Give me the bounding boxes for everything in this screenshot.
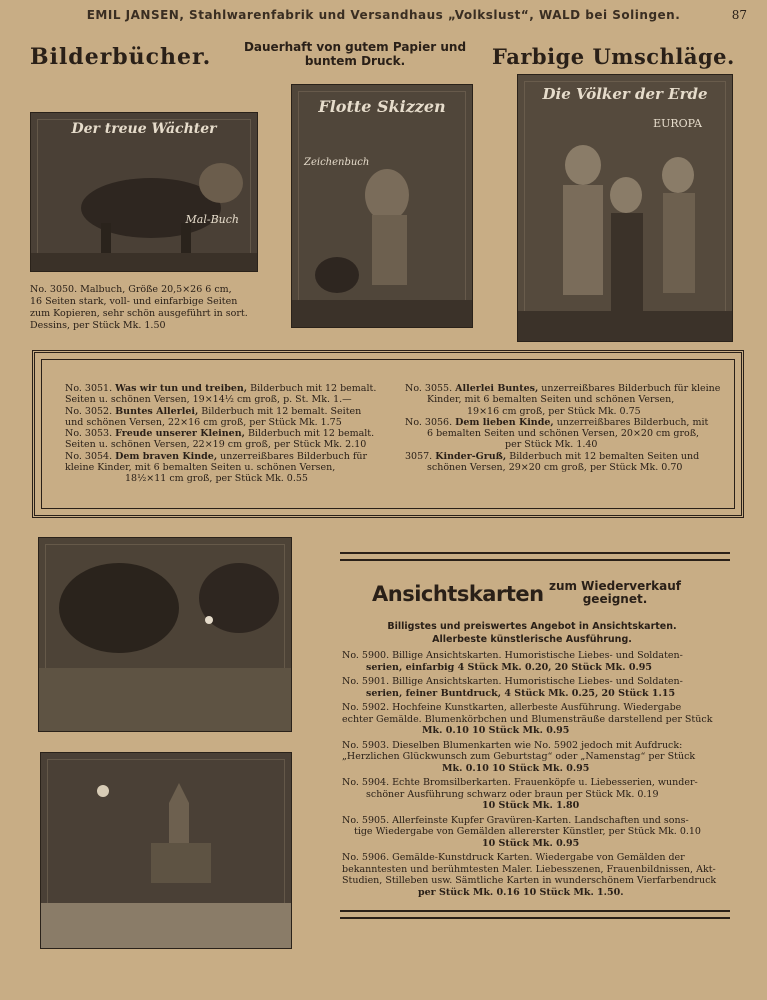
- list-item: No. 5904. Echte Bromsilberkarten. Frauenköpfe u. Liebesserien, wunder- schöner Ausführung schwarz oder braun per Stück Mk. 0.19 10 Stück Mk. 1.80: [342, 777, 698, 811]
- night-landscape-illustration: [39, 538, 291, 731]
- page-header: EMIL JANSEN, Stahlwarenfabrik und Versandhaus „Volkslust“, WALD bei Solingen.: [86, 8, 681, 22]
- cover-sub-people: EUROPA: [653, 117, 702, 130]
- caption-line: 16 Seiten stark, voll- und einfarbige Seiten: [30, 296, 238, 307]
- cover-sub-sketch: Zeichenbuch: [304, 157, 370, 168]
- list-item: No. 3052. Buntes Allerlei, Bilderbuch mit 12 bemalt. Seiten und schönen Versen, 22×16 cm groß, per Stück Mk. 1.75: [65, 405, 362, 428]
- caption-line: Dessins, per Stück Mk. 1.50: [30, 320, 166, 331]
- cover-title-sketch: Flotte Skizzen: [318, 97, 446, 116]
- list-item: No. 5903. Dieselben Blumenkarten wie No. 5902 jedoch mit Aufdruck: „Herzlichen Glückwunsch zum Geburtstag“ oder „Namenstag“ per Stück Mk. 0.10 10 Stück Mk. 0.95: [342, 739, 696, 774]
- postcard-landscape-image: [38, 537, 292, 732]
- list-item: No. 5900. Billige Ansichtskarten. Humoristische Liebes- und Soldaten- serien, einfarbig 4 Stück Mk. 0.20, 20 Stück Mk. 0.95: [342, 650, 683, 673]
- list-item: No. 5902. Hochfeine Kunstkarten, allerbeste Ausführung. Wiedergabe echter Gemälde. Blumenkörbchen und Blumensträuße darstellend per Stück Mk. 0.10 10 Stück Mk. 0.95: [342, 702, 713, 736]
- postcard-church-image: [40, 752, 292, 949]
- book-cover-sketch-image: [291, 84, 473, 328]
- list-item: No. 5905. Allerfeinste Kupfer Gravüren-Karten. Landschaften und sons- tige Wiedergabe von Gemälden allererster Künstler, per Stück Mk. 0.10 10 Stück Mk. 0.95: [342, 814, 701, 849]
- separator-bottom: [340, 910, 730, 919]
- book-cover-dog-image: [30, 112, 258, 272]
- winter-church-illustration: [41, 753, 291, 948]
- caption-line: zum Kopieren, sehr schön ausgeführt in sort.: [30, 308, 248, 319]
- list-item: No. 5906. Gemälde-Kunstdruck Karten. Wiedergabe von Gemälden der bekanntesten und berühmtesten Maler. Liebesszenen, Frauenbildnissen, Akt- Studien, Stilleben usw. Sämtliche Karten in wunderschönem Vierfarbendruck per Stück Mk. 0.16 10 Stück Mk. 1.50.: [342, 852, 717, 898]
- subtitle-line-1: Dauerhaft von gutem Papier und: [243, 40, 467, 54]
- book-list-box: [32, 350, 744, 518]
- section-title-bilderbuecher: Bilderbücher.: [30, 44, 212, 70]
- cover-title-people: Die Völker der Erde: [542, 85, 708, 103]
- cover-sub-dog: Mal-Buch: [185, 213, 239, 226]
- list-item: No. 3055. Allerlei Buntes, unzerreißbares Bilderbuch für kleine Kinder, mit 6 bemalten Seiten und schönen Versen, 19×16 cm groß, per Stück Mk. 0.75: [405, 383, 721, 417]
- ansichtskarten-subtitle: zum Wiederverkauf geeignet.: [548, 579, 682, 606]
- list-item: 3057. Kinder-Gruß, Bilderbuch mit 12 bemalten Seiten und schönen Versen, 29×20 cm groß, per Stück Mk. 0.70: [405, 450, 700, 474]
- book-list-right-column: [405, 383, 735, 473]
- list-item: No. 3054. Dem braven Kinde, unzerreißbares Bilderbuch für kleine Kinder, mit 6 bemalten Seiten u. schönen Versen, 18½×11 cm groß, per Stück Mk. 0.55: [65, 450, 368, 485]
- caption-line: No. 3050. Malbuch, Größe 20,5×26 6 cm,: [30, 284, 232, 295]
- book-cover-people-image: [517, 74, 733, 342]
- ansichtskarten-list: [342, 650, 728, 901]
- list-item: No. 3051. Was wir tun und treiben, Bilderbuch mit 12 bemalt. Seiten u. schönen Versen, 19×14½ cm groß, p. St. Mk. 1.—: [65, 383, 377, 406]
- section-subtitle: [230, 40, 480, 68]
- list-item: No. 3056. Dem lieben Kinde, unzerreißbares Bilderbuch, mit 6 bemalten Seiten und schönen Versen, 20×20 cm groß, per Stück Mk. 1.40: [405, 416, 709, 451]
- section-title-umschlaege: Farbige Umschläge.: [492, 44, 735, 69]
- ansichtskarten-intro: Billigstes und preiswertes Angebot in Ansichtskarten. Allerbeste künstlerische Ausführung.: [387, 621, 677, 645]
- list-item: No. 3053. Freude unserer Kleinen, Bilderbuch mit 12 bemalt. Seiten u. schönen Versen, 22×19 cm groß, per Stück Mk. 2.10: [65, 428, 375, 451]
- children-illustration: [518, 75, 732, 341]
- page-number: 87: [731, 8, 747, 22]
- caption-3050: [30, 284, 260, 332]
- cover-title-dog: Der treue Wächter: [71, 121, 217, 137]
- boy-dog-illustration: [292, 85, 472, 327]
- book-list-left-column: [65, 383, 405, 485]
- list-item: No. 5901. Billige Ansichtskarten. Humoristische Liebes- und Soldaten- serien, feiner Buntdruck, 4 Stück Mk. 0.25, 20 Stück 1.15: [342, 676, 683, 699]
- subtitle-line-2: buntem Druck.: [304, 54, 406, 68]
- ansichtskarten-title: Ansichtskarten: [372, 582, 544, 606]
- separator-top: [340, 552, 730, 561]
